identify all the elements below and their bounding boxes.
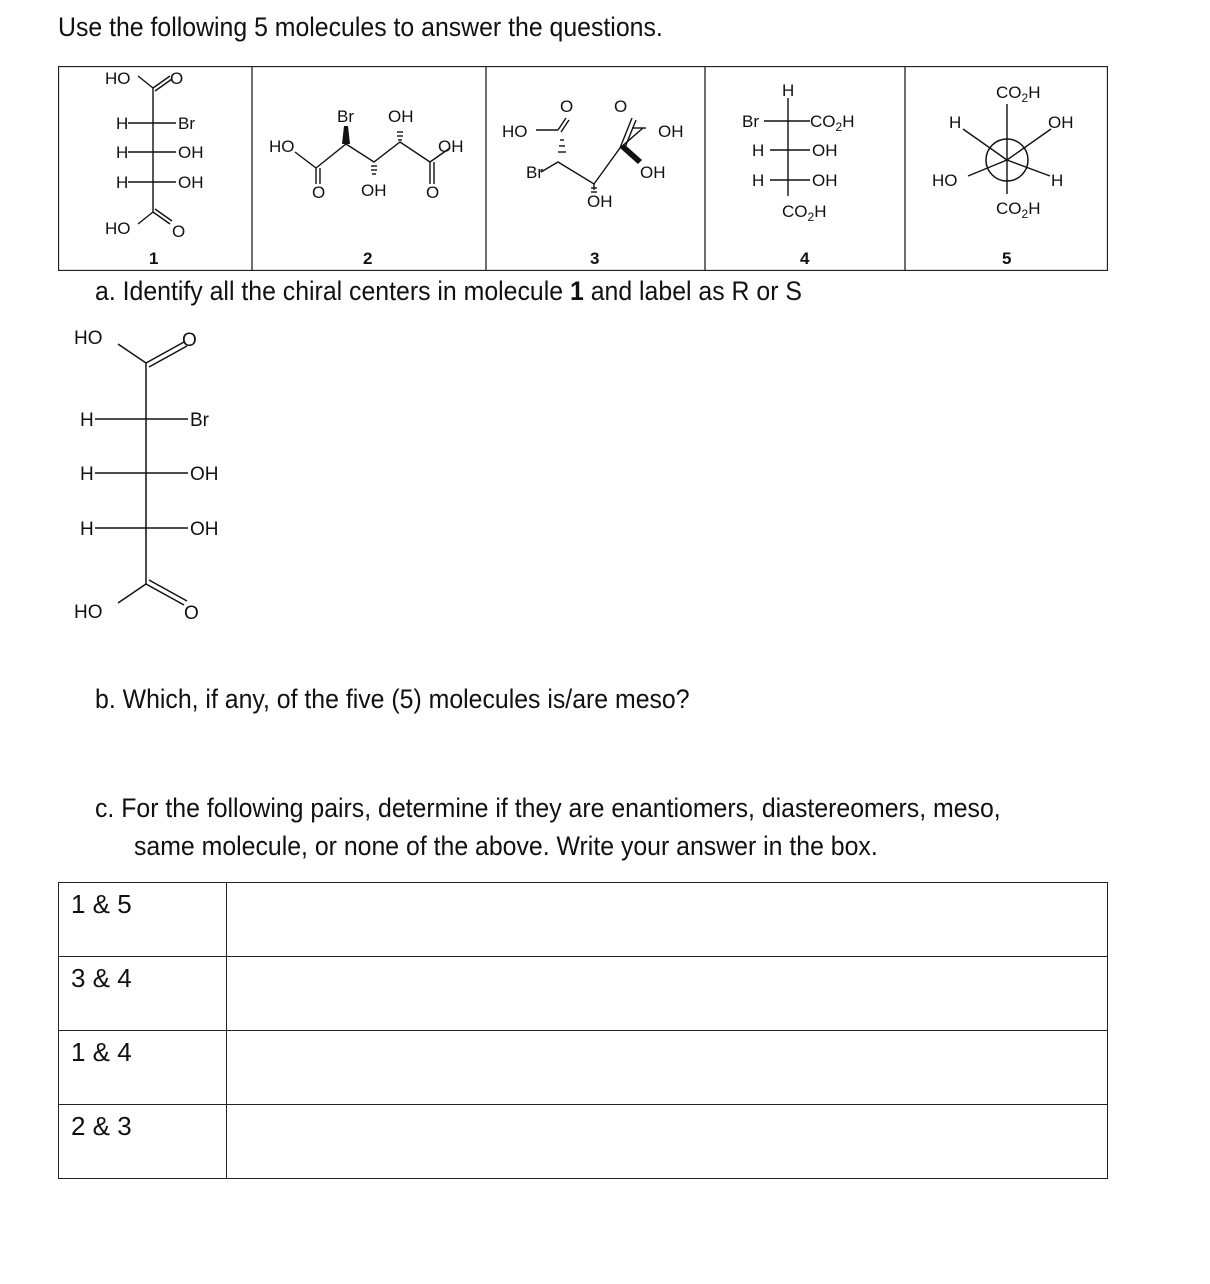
table-row [59,1031,1108,1105]
table-row [59,883,1108,957]
m5-co2h-bottom: $CO_2H$ [996,199,1041,221]
pair-label: 2 & 3 [71,1111,132,1141]
m4-h-2: H [752,171,765,190]
m3-oh-mid: OH [640,163,666,182]
m2-oh-top: OH [388,107,414,126]
m2-ho: HO [269,137,295,156]
m5-co2h-top: $CO_2H$ [996,83,1041,105]
large-o-bottom: O [184,603,199,624]
answer-box[interactable] [227,1105,1108,1179]
m1-h-2: H [116,143,129,162]
m3-o-2: O [614,97,628,116]
m1-ho-bottom: HO [105,219,131,238]
large-h-3: H [80,519,94,540]
large-h-2: H [80,464,94,485]
large-o-top: O [182,330,197,351]
answer-box[interactable] [227,957,1108,1031]
large-oh-1: OH [190,464,219,485]
molecule-number-2: 2 [363,249,373,268]
m1-ho-top: HO [105,69,131,88]
m3-oh-right: OH [658,122,684,141]
molecule-2 [269,107,464,268]
m4-h-1: H [752,141,765,160]
molecule-number-4: 4 [800,249,810,268]
large-ho-bottom: HO [74,602,103,623]
pair-label: 3 & 4 [71,963,132,993]
pair-label-cell [59,1105,227,1179]
question-c-line2: same molecule, or none of the above. Write your answer in the box. [134,831,878,861]
m5-oh: OH [1048,113,1074,132]
m1-o-top: O [170,69,184,88]
m2-oh-bottom: OH [361,181,387,200]
large-ho-top: HO [74,328,103,349]
m4-co2h-bottom: $CO_2H$ [782,202,827,224]
m1-h-3: H [116,173,129,192]
m4-oh-2: OH [812,171,838,190]
m4-oh-1: OH [812,141,838,160]
m2-oh-right: OH [438,137,464,156]
pair-label: 1 & 4 [71,1037,132,1067]
pair-label-cell [59,957,227,1031]
m2-o-left: O [312,183,326,202]
m3-ho: HO [502,122,528,141]
molecule-3 [502,97,684,268]
m1-h-1: H [116,114,129,133]
table-row [59,957,1108,1031]
table-row [59,1105,1108,1179]
answer-box[interactable] [227,883,1108,957]
pair-label: 1 & 5 [71,889,132,919]
molecule-number-1: 1 [149,249,159,268]
large-oh-2: OH [190,519,219,540]
m1-o-bottom: O [172,222,186,241]
page-title: Use the following 5 molecules to answer the questions. [58,12,663,42]
large-br: Br [190,410,209,431]
m1-oh-1: OH [178,143,204,162]
molecule-number-5: 5 [1002,249,1012,268]
m5-h-2: H [1051,171,1064,190]
molecule-5 [932,83,1074,268]
answer-box[interactable] [227,1031,1108,1105]
pair-label-cell [59,883,227,957]
molecule-1 [105,69,204,268]
m5-h-1: H [949,113,962,132]
m3-o-1: O [560,97,574,116]
question-a: a. Identify all the chiral centers in molecule 1 and label as R or S [95,276,802,306]
m2-br: Br [337,107,354,126]
question-b: b. Which, if any, of the five (5) molecules is/are meso? [95,684,690,714]
m4-h-top: H [782,81,795,100]
molecule-number-3: 3 [590,249,600,268]
m4-co2h-top: $CO_2H$ [810,112,855,134]
m3-br: Br [526,163,543,182]
answer-table [58,882,1108,1179]
m1-oh-2: OH [178,173,204,192]
large-h-1: H [80,410,94,431]
m4-br: Br [742,112,759,131]
question-c-line1: c. For the following pairs, determine if they are enantiomers, diastereomers, meso, [95,793,1001,823]
molecule-1-large [60,320,260,630]
m2-o-right: O [426,183,440,202]
m1-br: Br [178,114,195,133]
molecule-4 [742,81,854,268]
molecule-table [58,66,1108,271]
m5-ho: HO [932,171,958,190]
pair-label-cell [59,1031,227,1105]
m3-oh-bottom: OH [587,192,613,211]
